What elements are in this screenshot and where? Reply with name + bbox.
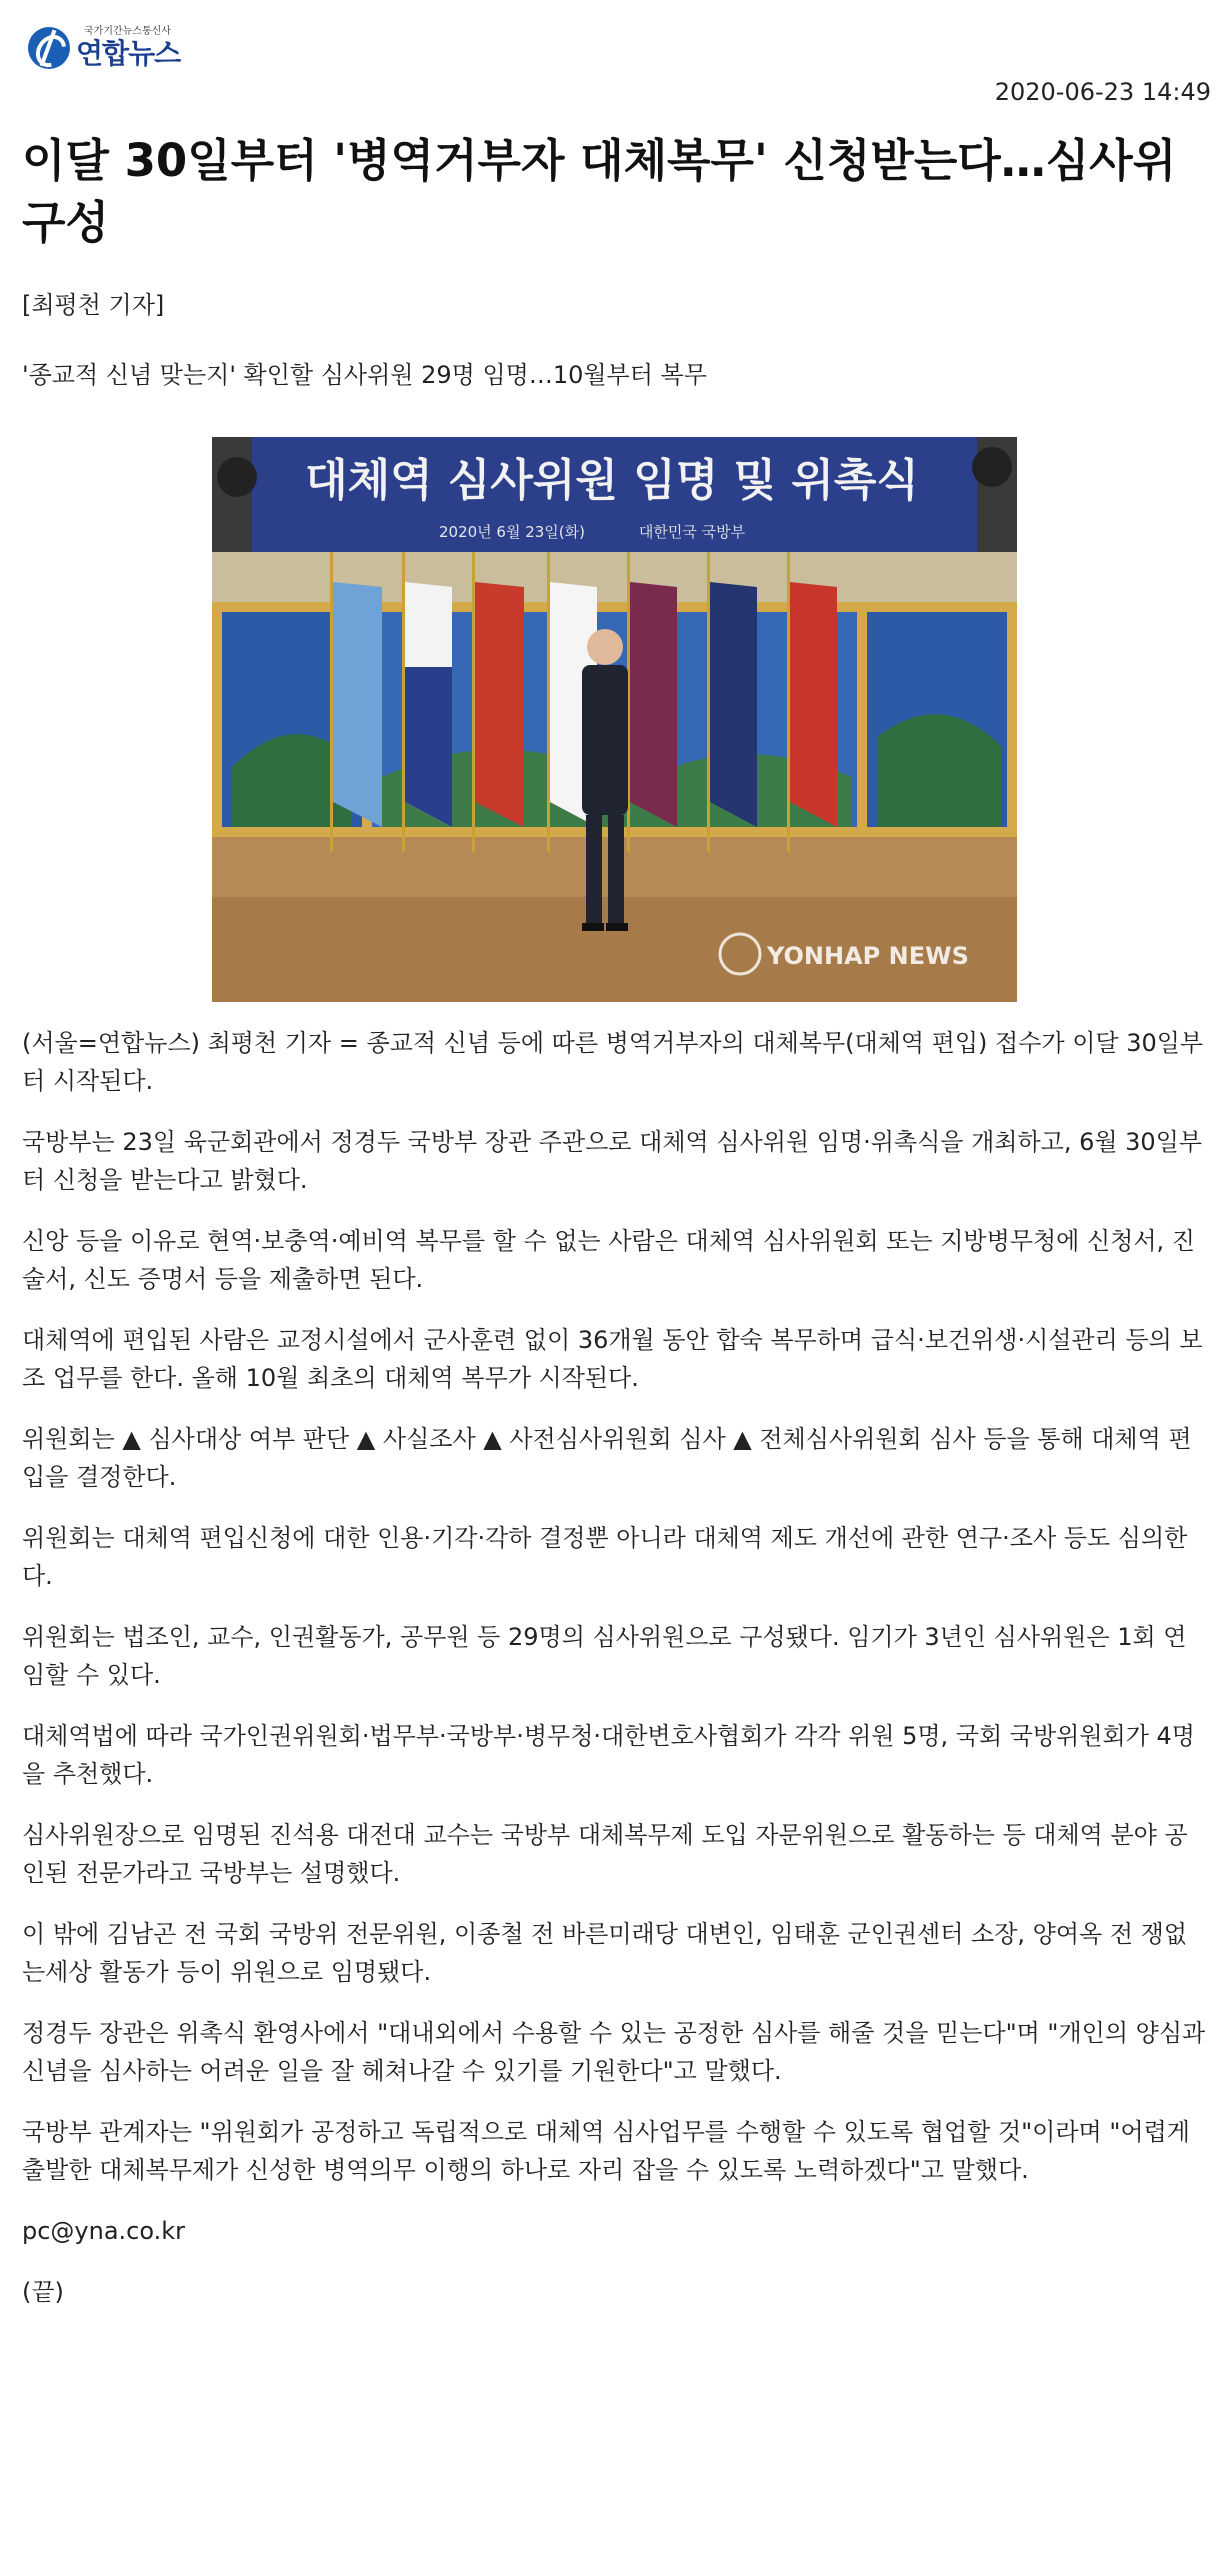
logo-wordmark[interactable] bbox=[76, 26, 180, 70]
publish-datetime: 2020-06-23 14:49 bbox=[994, 78, 1211, 106]
article-paragraph: 정경두 장관은 위촉식 환영사에서 "대내외에서 수용할 수 있는 공정한 심사를 해줄 것을 믿는다"며 "개인의 양심과 신념을 심사하는 어려운 일을 잘 헤쳐나갈 수 있기를 기원한다"고 말했다. bbox=[22, 2019, 1206, 2085]
reporter-email: pc@yna.co.kr bbox=[22, 2217, 186, 2245]
article-paragraph: (서울=연합뉴스) 최평천 기자 = 종교적 신념 등에 따른 병역거부자의 대체복무(대체역 편입) 접수가 이달 30일부터 시작된다. bbox=[22, 1029, 1204, 1095]
article-paragraph: 신앙 등을 이유로 현역·보충역·예비역 복무를 할 수 없는 사람은 대체역 심사위원회 또는 지방병무청에 신청서, 진술서, 신도 증명서 등을 제출하면 된다. bbox=[22, 1227, 1195, 1293]
banner-date: 2020년 6월 23일(화) bbox=[438, 523, 586, 541]
article-paragraph: 이 밖에 김남곤 전 국회 국방위 전문위원, 이종철 전 바른미래당 대변인, 임태훈 군인권센터 소장, 양여옥 전 쟁없는세상 활동가 등이 위원으로 임명됐다. bbox=[22, 1920, 1188, 1986]
article-body bbox=[22, 1024, 1207, 2334]
site-header bbox=[28, 18, 180, 78]
ceremony-photo-illustration bbox=[212, 437, 1017, 1002]
article-title: 이달 30일부터 '병역거부자 대체복무' 신청받는다…심사위 구성 bbox=[22, 134, 1177, 249]
article-paragraph: 국방부 관계자는 "위원회가 공정하고 독립적으로 대체역 심사업무를 수행할 수 있도록 협업할 것"이라며 "어렵게 출발한 대체복무제가 신성한 병역의무 이행의 하나로 자리 잡을 수 있도록 노력하겠다"고 말했다. bbox=[22, 2118, 1190, 2184]
banner-text: 대체역 심사위원 임명 및 위촉식 bbox=[305, 455, 919, 506]
article-paragraph: 심사위원장으로 임명된 진석용 대전대 교수는 국방부 대체복무제 도입 자문위원으로 활동하는 등 대체역 분야 공인된 전문가라고 국방부는 설명했다. bbox=[22, 1821, 1188, 1887]
article-paragraph: 대체역에 편입된 사람은 교정시설에서 군사훈련 없이 36개월 동안 합숙 복무하며 급식·보건위생·시설관리 등의 보조 업무를 한다. 올해 10월 최초의 대체역 복무가 시작된다. bbox=[22, 1326, 1203, 1392]
article-end-mark: (끝) bbox=[22, 2278, 64, 2306]
article-photo bbox=[212, 437, 1017, 1002]
article-paragraph: 대체역법에 따라 국가인권위원회·법무부·국방부·병무청·대한변호사협회가 각각 위원 5명, 국회 국방위원회가 4명을 추천했다. bbox=[22, 1722, 1195, 1788]
yonhap-logo-icon[interactable] bbox=[28, 27, 70, 69]
logo-tagline: 국가기간뉴스통신사 bbox=[84, 26, 171, 37]
article-paragraph: 국방부는 23일 육군회관에서 정경두 국방부 장관 주관으로 대체역 심사위원 임명·위촉식을 개최하고, 6월 30일부터 신청을 받는다고 밝혔다. bbox=[22, 1128, 1203, 1194]
photo-watermark: YONHAP NEWS bbox=[767, 942, 969, 970]
article-paragraph: 위원회는 대체역 편입신청에 대한 인용·기각·각하 결정뿐 아니라 대체역 제도 개선에 관한 연구·조사 등도 심의한다. bbox=[22, 1524, 1188, 1590]
logo-name: 연합뉴스 bbox=[76, 37, 181, 70]
article-subheadline: '종교적 신념 맞는지' 확인할 심사위원 29명 임명…10월부터 복무 bbox=[22, 361, 707, 389]
article-paragraph: 위원회는 법조인, 교수, 인권활동가, 공무원 등 29명의 심사위원으로 구성됐다. 임기가 3년인 심사위원은 1회 연임할 수 있다. bbox=[22, 1623, 1187, 1689]
article-paragraph: 위원회는 ▲ 심사대상 여부 판단 ▲ 사실조사 ▲ 사전심사위원회 심사 ▲ 전체심사위원회 심사 등을 통해 대체역 편입을 결정한다. bbox=[22, 1425, 1192, 1491]
article-byline: [최평천 기자] bbox=[22, 291, 165, 319]
banner-org: 대한민국 국방부 bbox=[638, 523, 746, 541]
